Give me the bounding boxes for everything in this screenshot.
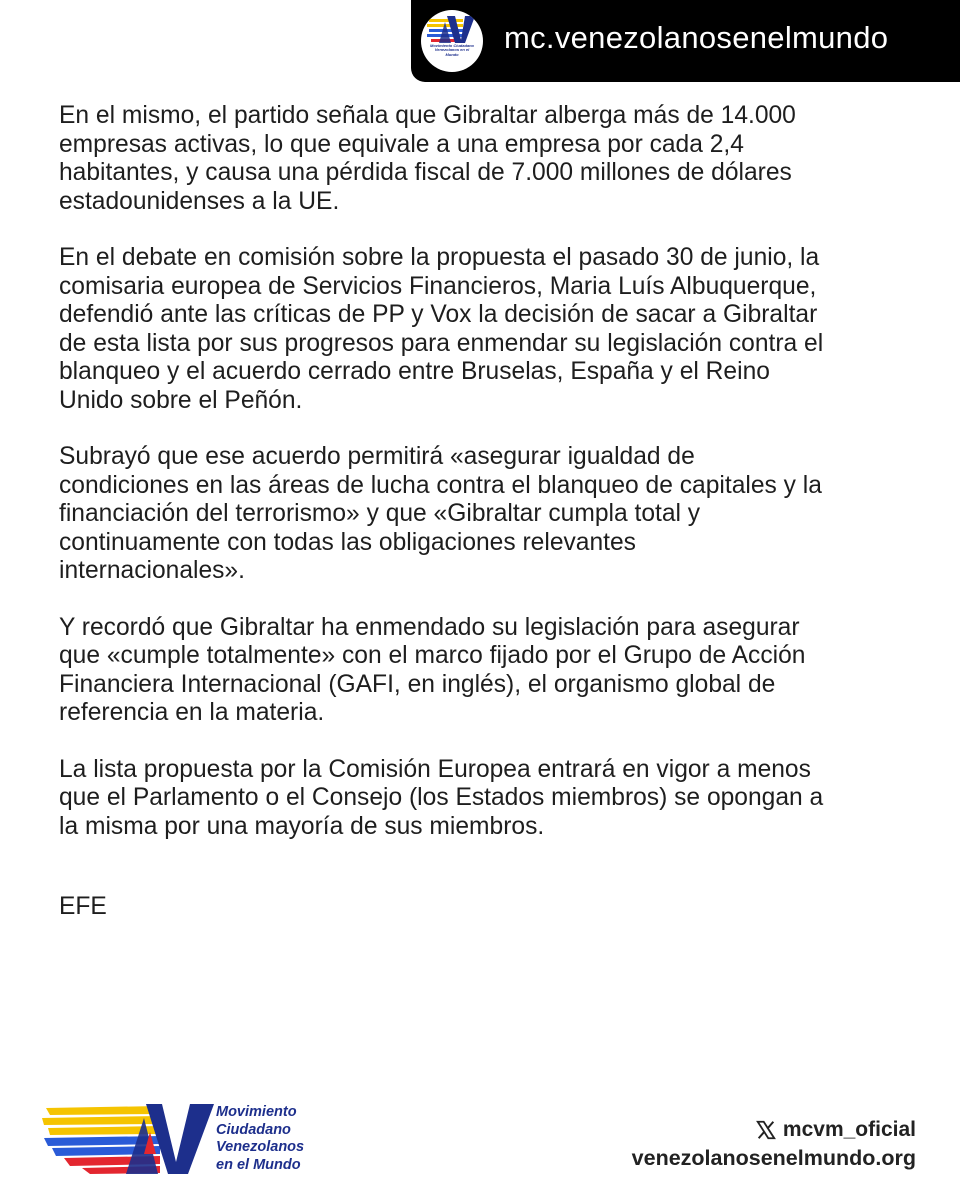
avatar[interactable] [421,10,483,72]
x-logo-icon [755,1119,777,1141]
username[interactable]: mc.venezolanosenelmundo [504,20,889,55]
instagram-user-tag[interactable] [411,0,960,82]
mcvm-logo-icon [421,10,483,72]
mcvm-footer-logo-icon [42,1102,222,1176]
footer-social [632,1117,916,1173]
paragraph-5: La lista propuesta por la Comisión Europea entrará en vigor a menos que el Parlamento o el Consejo (los Estados miembros) se opongan a la misma por una mayoría de sus miembros. [59,755,824,840]
x-handle[interactable]: mcvm_oficial [782,1118,916,1141]
news-source: EFE [59,893,107,920]
paragraph-3: Subrayó que ese acuerdo permitirá «asegurar igualdad de condiciones en las áreas de lucha contra el blanqueo de capitales y la financiación del terrorismo» y que «Gibraltar cumpla total y continuamente con todas las obligaciones relevantes internacionales». [59,443,822,584]
x-handle-row[interactable] [632,1117,916,1143]
paragraph-1: En el mismo, el partido señala que Gibraltar alberga más de 14.000 empresas activas, lo que equivale a una empresa por cada 2,4 habitantes, y causa una pérdida fiscal de 7.000 millones de dólares estadounidenses a la UE. [59,102,796,215]
paragraph-2: En el debate en comisión sobre la propuesta el pasado 30 de junio, la comisaria europea de Servicios Financieros, Maria Luís Albuquerque, defendió ante las críticas de PP y Vox la decisión de sacar a Gibraltar de esta lista por sus progresos para enmendar su legislación contra el blanqueo y el acuerdo cerrado entre Bruselas, España y el Reino Unido sobre el Peñón. [59,244,824,414]
avatar-caption: Movimiento Ciudadano Venezolanos en el Mundo [430,43,474,57]
website-link[interactable]: venezolanosenelmundo.org [631,1146,916,1170]
footer-logo-text: Movimiento Ciudadano Venezolanos en el Mundo [216,1104,305,1173]
paragraph-4: Y recordó que Gibraltar ha enmendado su legislación para asegurar que «cumple totalmente» con el marco fijado por el Grupo de Acción Financiera Internacional (GAFI, en inglés), el organismo global de referencia en la materia. [59,613,806,726]
article-body [59,102,919,950]
